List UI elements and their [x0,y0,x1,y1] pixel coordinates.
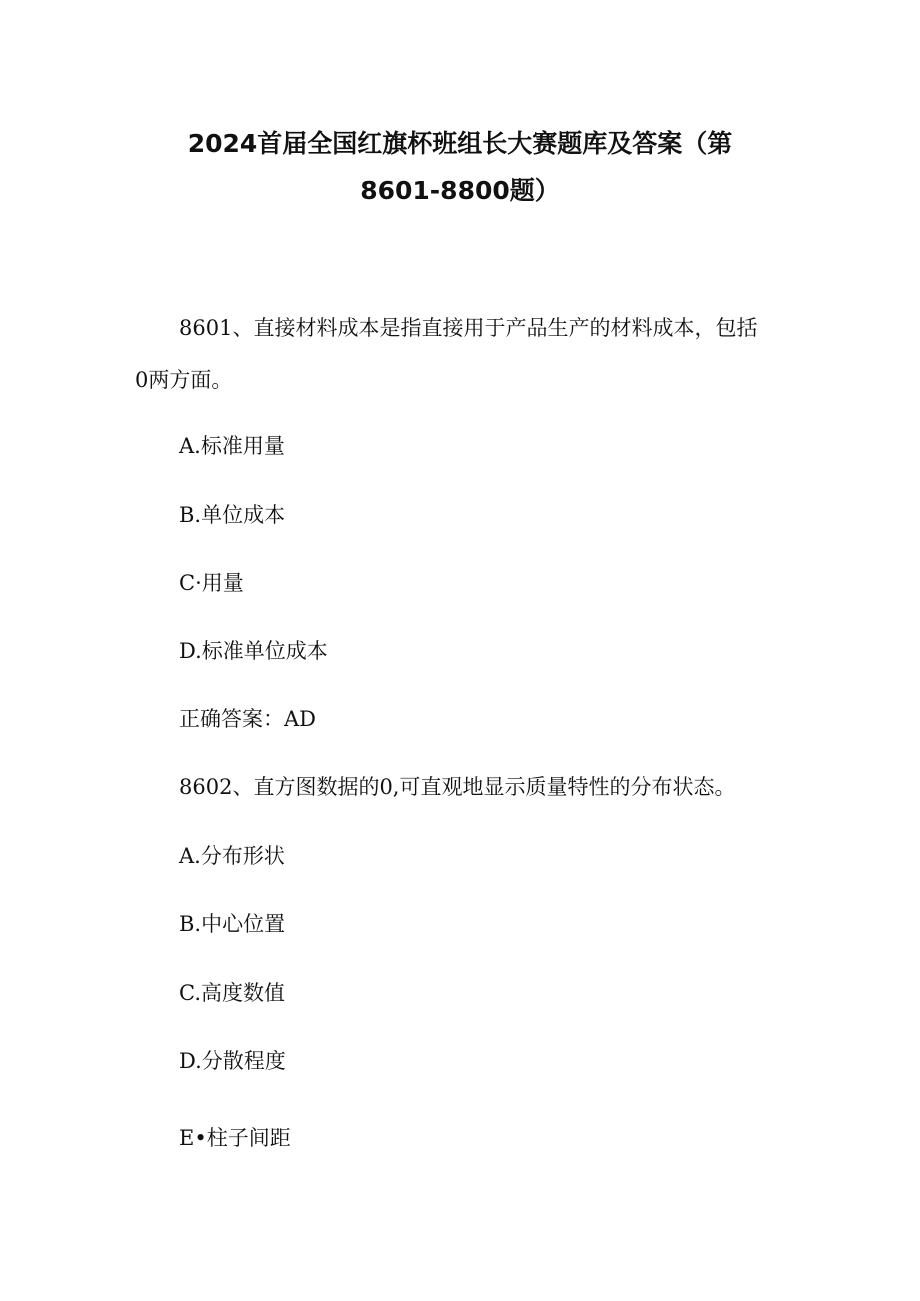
question-8601-stem-continued: 0两方面。 [135,368,233,392]
question-8601-stem: 8601、直接材料成本是指直接用于产品生产的材料成本，包括 [179,316,758,340]
question-8602-option-c: C.高度数值 [179,981,285,1005]
question-8601-option-c: C·用量 [179,571,244,595]
question-8602-option-b: B.中心位置 [179,912,286,936]
question-8601-option-d: D.标准单位成本 [179,639,328,663]
question-8602-stem: 8602、直方图数据的0,可直观地显示质量特性的分布状态。 [179,775,736,799]
question-8602-option-e: E•柱子间距 [179,1126,291,1150]
question-8601-answer: 正确答案：AD [179,707,317,731]
document-title-line-2: 8601-8800题） [360,176,560,205]
question-8601-option-a: A.标准用量 [179,434,285,458]
question-8602-option-a: A.分布形状 [179,844,285,868]
document-title-line-1: 2024首届全国红旗杯班组长大赛题库及答案（第 [187,129,733,158]
question-8601-option-b: B.单位成本 [179,503,286,527]
question-8602-option-d: D.分散程度 [179,1049,286,1073]
